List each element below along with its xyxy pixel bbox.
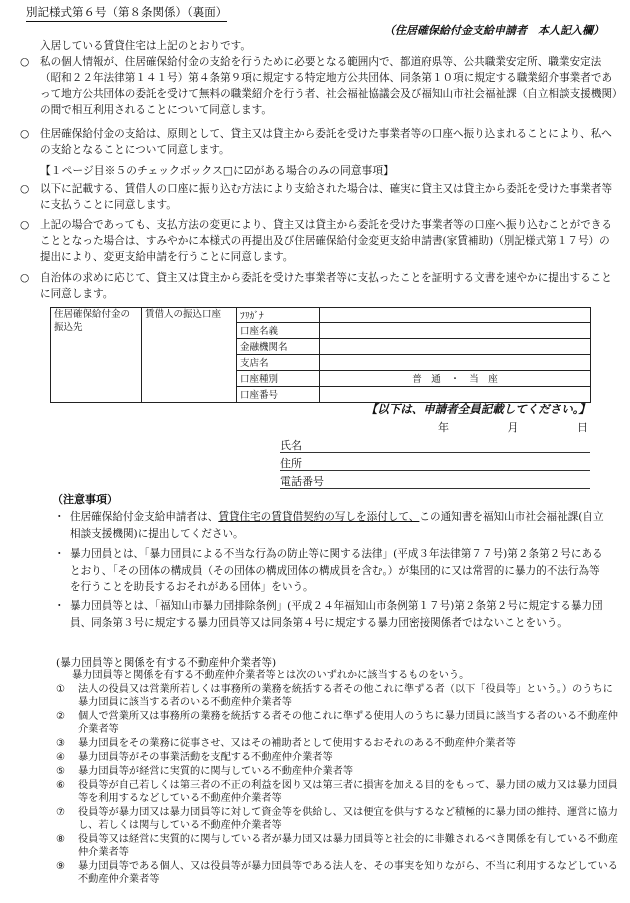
address-label: 住所 bbox=[280, 457, 302, 470]
date-row bbox=[438, 419, 588, 435]
phone-field[interactable] bbox=[280, 473, 590, 489]
name-field[interactable] bbox=[280, 437, 590, 453]
realestate-item-7: ⑦ 役員等が暴力団又は暴力団員等に対して資金等を供給し、又は便宜を供与するなど積極的に暴力団の維持、運営に協力し、若しくは関与している不動産仲介業者等 bbox=[56, 807, 618, 831]
address-field[interactable] bbox=[280, 455, 590, 471]
note-2-text: 暴力団員とは、「暴力団員による不当な行為の防止等に関する法律」(平成３年法律第７７号)第２条第２号にあるとおり、「その団体の構成員（その団体の構成団体の構成員を含む。）が集団的に又は常習的に暴力的不法行為等を行うことを助長するおそれがある団体」をいう。 bbox=[70, 548, 603, 593]
name-label: 氏名 bbox=[280, 439, 302, 452]
realestate-item-6: ⑥ 役員等が自己若しくは第三者の不正の利益を図り又は第三者に損害を加える目的をもって、暴力団の威力又は暴力団員等を利用するなどしている不動産仲介業者等 bbox=[56, 780, 618, 804]
realestate-item-9: ⑨ 暴力団員等である個人、又は役員等が暴力団員等である法人を、その事実を知りながら、不当に利用するなどしている不動産仲介業者等 bbox=[56, 861, 618, 885]
realestate-item-2: ② 個人で営業所又は事務所の業務を統括する者その他これに準ずる使用人のうちに暴力団員に該当する者のいる不動産仲介業者等 bbox=[56, 711, 618, 735]
conditional-3 bbox=[20, 270, 620, 302]
account-number-label: 口座番号 bbox=[237, 387, 320, 403]
conditional-title: 【１ページ目※５のチェックボックス□に☑がある場合のみの同意事項】 bbox=[40, 164, 394, 177]
tenant-account-label: 賃借人の振込口座 bbox=[142, 308, 237, 403]
realestate-item-5: ⑤ 暴力団員等が経営に実質的に関与している不動産仲介業者等 bbox=[56, 766, 354, 777]
note-1: ・ 住居確保給付金支給申請者は、賃貸住宅の賃貸借契約の写しを添付して、この通知書を福知山市社会福祉課(自立相談支援機関)に提出してください。 bbox=[54, 511, 604, 540]
note-1-post: この通知書を福知山市社会福祉課(自立相談支援機関)に提出してください。 bbox=[70, 511, 604, 540]
account-holder-field[interactable] bbox=[320, 323, 591, 339]
notes-title: （注意事項） bbox=[52, 493, 118, 506]
realestate-item-8: ⑧ 役員等又は経営に実質的に関与している者が暴力団又は暴力団員等と社会的に非難されるべき関係を有している不動産仲介業者等 bbox=[56, 834, 618, 858]
account-type-label: 口座種別 bbox=[237, 371, 320, 387]
furigana-label: ﾌﾘｶﾞﾅ bbox=[237, 308, 320, 323]
account-table bbox=[50, 307, 591, 403]
realestate-lead: 暴力団員等と関係を有する不動産仲介業者等とは次のいずれかに該当するものをいう。 bbox=[72, 670, 470, 681]
intro-text: 入居している賃貸住宅は上記のとおりです。 bbox=[40, 40, 252, 52]
applicant-note: （住居確保給付金支給申請者 本人記入欄） bbox=[384, 24, 604, 37]
payee-label: 住居確保給付金の振込先 bbox=[51, 308, 142, 403]
year-label: 年 bbox=[438, 421, 449, 434]
account-holder-label: 口座名義 bbox=[237, 323, 320, 339]
consent-2-text: 住居確保給付金の支給は、原則として、貸主又は貸主から委託を受けた事業者等の口座へ振り込まれることにより、私への支給となることについて同意します。 bbox=[40, 128, 612, 156]
branch-name-label: 支店名 bbox=[237, 355, 320, 371]
conditional-1 bbox=[20, 181, 620, 213]
conditional-1-text: 以下に記載する、賃借人の口座に振り込む方法により支給された場合は、確実に貸主又は貸主から委託を受けた事業者等に支払うことに同意します。 bbox=[40, 183, 613, 211]
note-1-pre: 住居確保給付金支給申請者は、 bbox=[70, 511, 219, 523]
form-id: 別記様式第６号（第８条関係）（裏面） bbox=[26, 4, 227, 22]
consent-2 bbox=[20, 126, 620, 158]
consent-1-text: 私の個人情報が、住居確保給付金の支給を行うために必要となる範囲内で、都道府県等、公共職業安定所、職業安定法（昭和２２年法律第１４１号）第４条第９項に規定する特定地方公共団体、同条第１０項に規定する職業紹介事業者であって地方公共団体の委託を受けて無料の職業紹介を行う者、社会福祉協議会及び福知山市社会福祉課（自立相談支援機関）の間で相互利用されることについて同意します。 bbox=[40, 56, 618, 116]
bank-name-field[interactable] bbox=[320, 339, 591, 355]
circle-mark: ○ bbox=[20, 128, 30, 140]
circle-mark: ○ bbox=[20, 219, 30, 231]
circle-mark: ○ bbox=[20, 272, 30, 284]
conditional-3-text: 自治体の求めに応じて、貸主又は貸主から委託を受けた事業者等に支払ったことを証明する文書を速やかに提出することに同意します。 bbox=[40, 272, 612, 300]
note-3-text: 暴力団員等とは、「福知山市暴力団排除条例」(平成２４年福知山市条例第１７号)第２条第２号に規定する暴力団員、同条第３号に規定する暴力団員等又は同条第４号に規定する暴力団密接関係者ではないことをいう。 bbox=[70, 600, 603, 629]
account-type-field[interactable]: 普 通 ・ 当 座 bbox=[320, 371, 591, 387]
realestate-item-1: ① 法人の役員又は営業所若しくは事務所の業務を統括する者その他これに準ずる者（以下「役員等」という。）のうちに暴力団員に該当する者のいる不動産仲介業者等 bbox=[56, 684, 613, 708]
realestate-item-3: ③ 暴力団員をその業務に従事させ、又はその補助者として使用するおそれのある不動産仲介業者等 bbox=[56, 738, 516, 749]
circle-mark: ○ bbox=[20, 183, 30, 195]
conditional-2-text: 上記の場合であっても、支払方法の変更により、貸主又は貸主から委託を受けた事業者等の口座へ振り込むことができることとなった場合は、すみやかに本様式の再提出及び住居確保給付金変更支給申請書(家賃補助)（別記様式第１７号）の提出により、変更支給申請を行うことに同意します。 bbox=[40, 219, 612, 263]
conditional-2 bbox=[20, 217, 620, 265]
signature-note: 【以下は、申請者全員記載してください。】 bbox=[365, 402, 590, 416]
phone-label: 電話番号 bbox=[280, 475, 324, 488]
note-3: ・ 暴力団員等とは、「福知山市暴力団排除条例」(平成２４年福知山市条例第１７号)第２条第２号に規定する暴力団員、同条第３号に規定する暴力団員等又は同条第４号に規定する暴力団密接関係者ではないことをいう。 bbox=[54, 600, 603, 629]
day-label: 日 bbox=[577, 421, 588, 434]
note-1-underlined: 賃貸住宅の賃貸借契約の写しを添付して、 bbox=[218, 511, 420, 523]
month-label: 月 bbox=[507, 421, 519, 434]
branch-name-field[interactable] bbox=[320, 355, 591, 371]
consent-1 bbox=[20, 54, 620, 118]
note-2: ・ 暴力団員とは、「暴力団員による不当な行為の防止等に関する法律」(平成３年法律第７７号)第２条第２号にあるとおり、「その団体の構成員（その団体の構成団体の構成員を含む。）が集団的に又は常習的に暴力的不法行為等を行うことを助長するおそれがある団体」をいう。 bbox=[54, 548, 603, 593]
circle-mark: ○ bbox=[20, 56, 30, 68]
furigana-field[interactable] bbox=[320, 308, 591, 323]
realestate-title: (暴力団員等と関係を有する不動産仲介業者等) bbox=[56, 657, 277, 669]
realestate-item-4: ④ 暴力団員等がその事業活動を支配する不動産仲介業者等 bbox=[56, 752, 333, 763]
bank-name-label: 金融機関名 bbox=[237, 339, 320, 355]
